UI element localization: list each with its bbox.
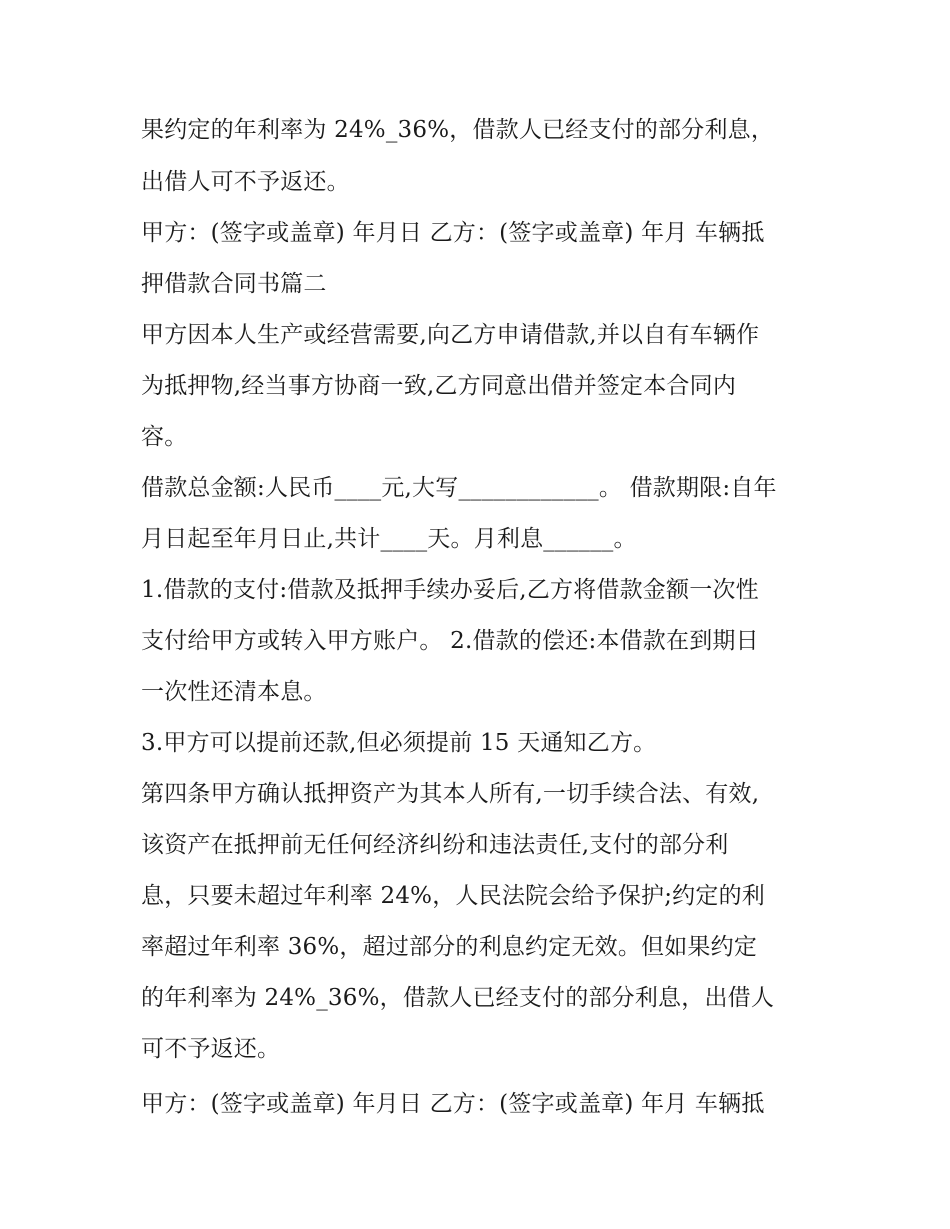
text-line-16: 息，只要未超过年利率 24%，人民法院会给予保护;约定的利 [141,883,765,909]
text-line-17: 率超过年利率 36%，超过部分的利息约定无效。但如果约定 [141,934,758,960]
text-line-1: 果约定的年利率为 24%_36%，借款人已经支付的部分利息， [141,117,775,143]
text-line-8: 借款总金额:人民币____元,大写____________。 借款期限:自年 [141,475,777,501]
text-line-2: 出借人可不予返还。 [141,169,350,195]
text-line-11: 支付给甲方或转入甲方账户。 2.借款的偿还:本借款在到期日 [141,628,759,654]
text-line-7: 容。 [141,424,188,450]
text-line-15: 该资产在抵押前无任何经济纠纷和违法责任,支付的部分利 [141,832,729,858]
text-line-4: 押借款合同书篇二 [141,271,327,297]
text-line-20: 甲方：(签字或盖章) 年月日 乙方：(签字或盖章) 年月 车辆抵 [141,1091,765,1117]
text-line-12: 一次性还清本息。 [141,679,327,705]
text-line-14: 第四条甲方确认抵押资产为其本人所有,一切手续合法、有效, [141,781,760,807]
text-line-10: 1.借款的支付:借款及抵押手续办妥后,乙方将借款金额一次性 [141,577,759,603]
text-line-13: 3.甲方可以提前还款,但必须提前 15 天通知乙方。 [141,730,657,756]
text-line-6: 为抵押物,经当事方协商一致,乙方同意出借并签定本合同内 [141,373,737,399]
text-line-18: 的年利率为 24%_36%，借款人已经支付的部分利息，出借人 [141,985,775,1011]
text-line-9: 月日起至年月日止,共计____天。月利息______。 [141,526,637,552]
text-line-5: 甲方因本人生产或经营需要,向乙方申请借款,并以自有车辆作 [141,322,760,348]
text-line-3: 甲方：(签字或盖章) 年月日 乙方：(签字或盖章) 年月 车辆抵 [141,220,765,246]
text-line-19: 可不予返还。 [141,1036,281,1062]
